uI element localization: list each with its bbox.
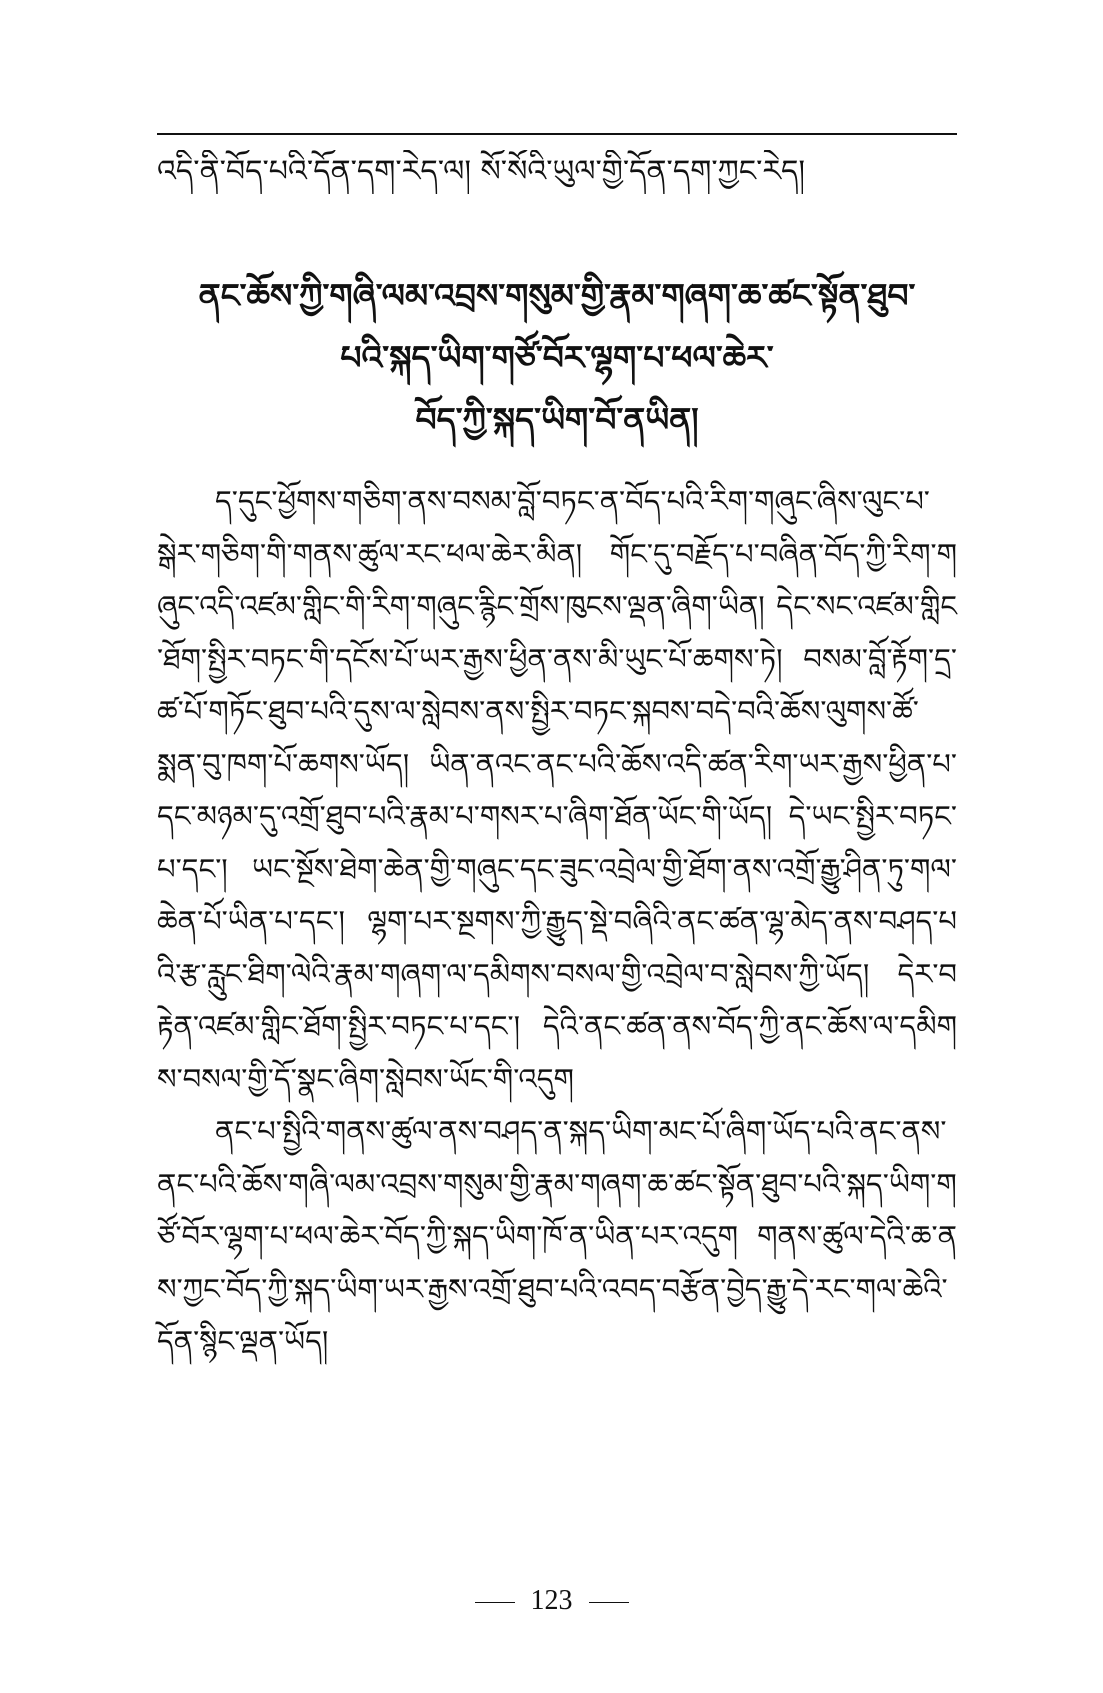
running-head: འདི་ནི་བོད་པའི་དོན་དག་རེད་ལ། སོ་སོའི་ཡུལ་གྱི་དོན་དག་ཀྱང་རེད། [157,154,806,189]
title-line-3: བོད་ཀྱི་སྐད་ཡིག་བོ་ནཡིན། [415,400,699,439]
paragraph-1: ད་དུང་ཕྱོགས་གཅིག་ནས་བསམ་བློ་བཏང་ན་བོད་པའི་རིག་གཞུང་ཞིས་ལུང་པ་སྒེར་གཅིག་གི་གནས་ཚུལ་རང་ཕལ་ཆེར་མིན། གོང་དུ་བརྗོད་པ་བཞིན་བོད་ཀྱི་རིག་གཞུང་འདི་འཛམ་གླིང་གི་རིག་གཞུང་རྙིང་གྲོས་ཁུངས་ལྡན་ཞིག་ཡིན། དེང་སང་འཛམ་གླིང་ཐོག་སྤྱིར་བཏང་གི་དངོས་པོ་ཡར་རྒྱས་ཕྱིན་ནས་མི་ཡུང་པོ་ཆགས་ཏེ། བསམ་བློ་རྟོག་དྲ་ཚ་པོ་གཏོང་ཐུབ་པའི་དུས་ལ་སླེབས་ནས་སྤྱིར་བཏང་སྐབས་བདེ་བའི་ཆོས་ལུགས་ཚོ་སྨན་བུ་ཁག་པོ་ཆགས་ཡོད། ཡིན་ནའང་ནང་པའི་ཆོས་འདི་ཚན་རིག་ཡར་རྒྱས་ཕྱིན་པ་དང་མཉམ་དུ་འགྲོ་ཐུབ་པའི་རྣམ་པ་གསར་པ་ཞིག་ཐོན་ཡོང་གི་ཡོད། དེ་ཡང་སྤྱིར་བཏང་པ་དང་། ཡང་སྔོས་ཐེག་ཆེན་གྱི་གཞུང་དང་ཟུང་འབྲེལ་གྱི་ཐོག་ནས་འགྲོ་རྒྱུ་ཤིན་ཏུ་གལ་ཆེན་པོ་ཡིན་པ་དང་། ལྷག་པར་སྔགས་ཀྱི་རྒྱུད་སྡེ་བཞིའི་ནང་ཚན་ལྷ་མེད་ནས་བཤད་པའི་རྩ་རླུང་ཐིག་ལེའི་རྣམ་གཞག་ལ་དམིགས་བསལ་གྱི་འབྲེལ་བ་སླེབས་ཀྱི་ཡོད། དེར་བརྟེན་འཛམ་གླིང་ཐོག་སྤྱིར་བཏང་པ་དང་། དེའི་ནང་ཚན་ནས་བོད་ཀྱི་ནང་ཆོས་ལ་དམིགས་བསལ་གྱི་དོ་སྣང་ཞིག་སླེབས་ཡོང་གི་འདུག [157,484,957,1096]
footer-dash-right [589,1602,629,1603]
paragraph-2: ནང་པ་སྤྱིའི་གནས་ཚུལ་ནས་བཤད་ན་སྐད་ཡིག་མང་པོ་ཞིག་ཡོད་པའི་ནང་ནས་ནང་པའི་ཆོས་གཞི་ལམ་འབྲས་གསུམ་གྱི་རྣམ་གཞག་ཆ་ཚང་སྟོན་ཐུབ་པའི་སྐད་ཡིག་གཙོ་བོར་ལྷག་པ་ཕལ་ཆེར་བོད་ཀྱི་སྐད་ཡིག་ཁོ་ན་ཡིན་པར་འདུག གནས་ཚུལ་དེའི་ཆ་ནས་ཀྱང་བོད་ཀྱི་སྐད་ཡིག་ཡར་རྒྱས་འགྲོ་ཐུབ་པའི་འབད་བརྩོན་བྱེད་རྒྱུ་དེ་རང་གལ་ཆེའི་དོན་སྙིང་ལྡན་ཡོད། [157,1114,957,1358]
page-footer [0,1583,1103,1619]
title-line-1: ནང་ཆོས་ཀྱི་གཞི་ལམ་འབྲས་གསུམ་གྱི་རྣམ་གཞག་ཆ་ཚང་སྟོན་ཐུབ་ [198,276,916,315]
footer-dash-left [475,1602,515,1603]
section-title [157,265,957,451]
title-line-2: པའི་སྐད་ཡིག་གཙོ་བོར་ལྷག་པ་ཕལ་ཆེར་ [340,338,774,377]
header-rule [157,133,957,135]
body-text [157,475,957,1368]
page-number: 123 [530,1585,573,1616]
